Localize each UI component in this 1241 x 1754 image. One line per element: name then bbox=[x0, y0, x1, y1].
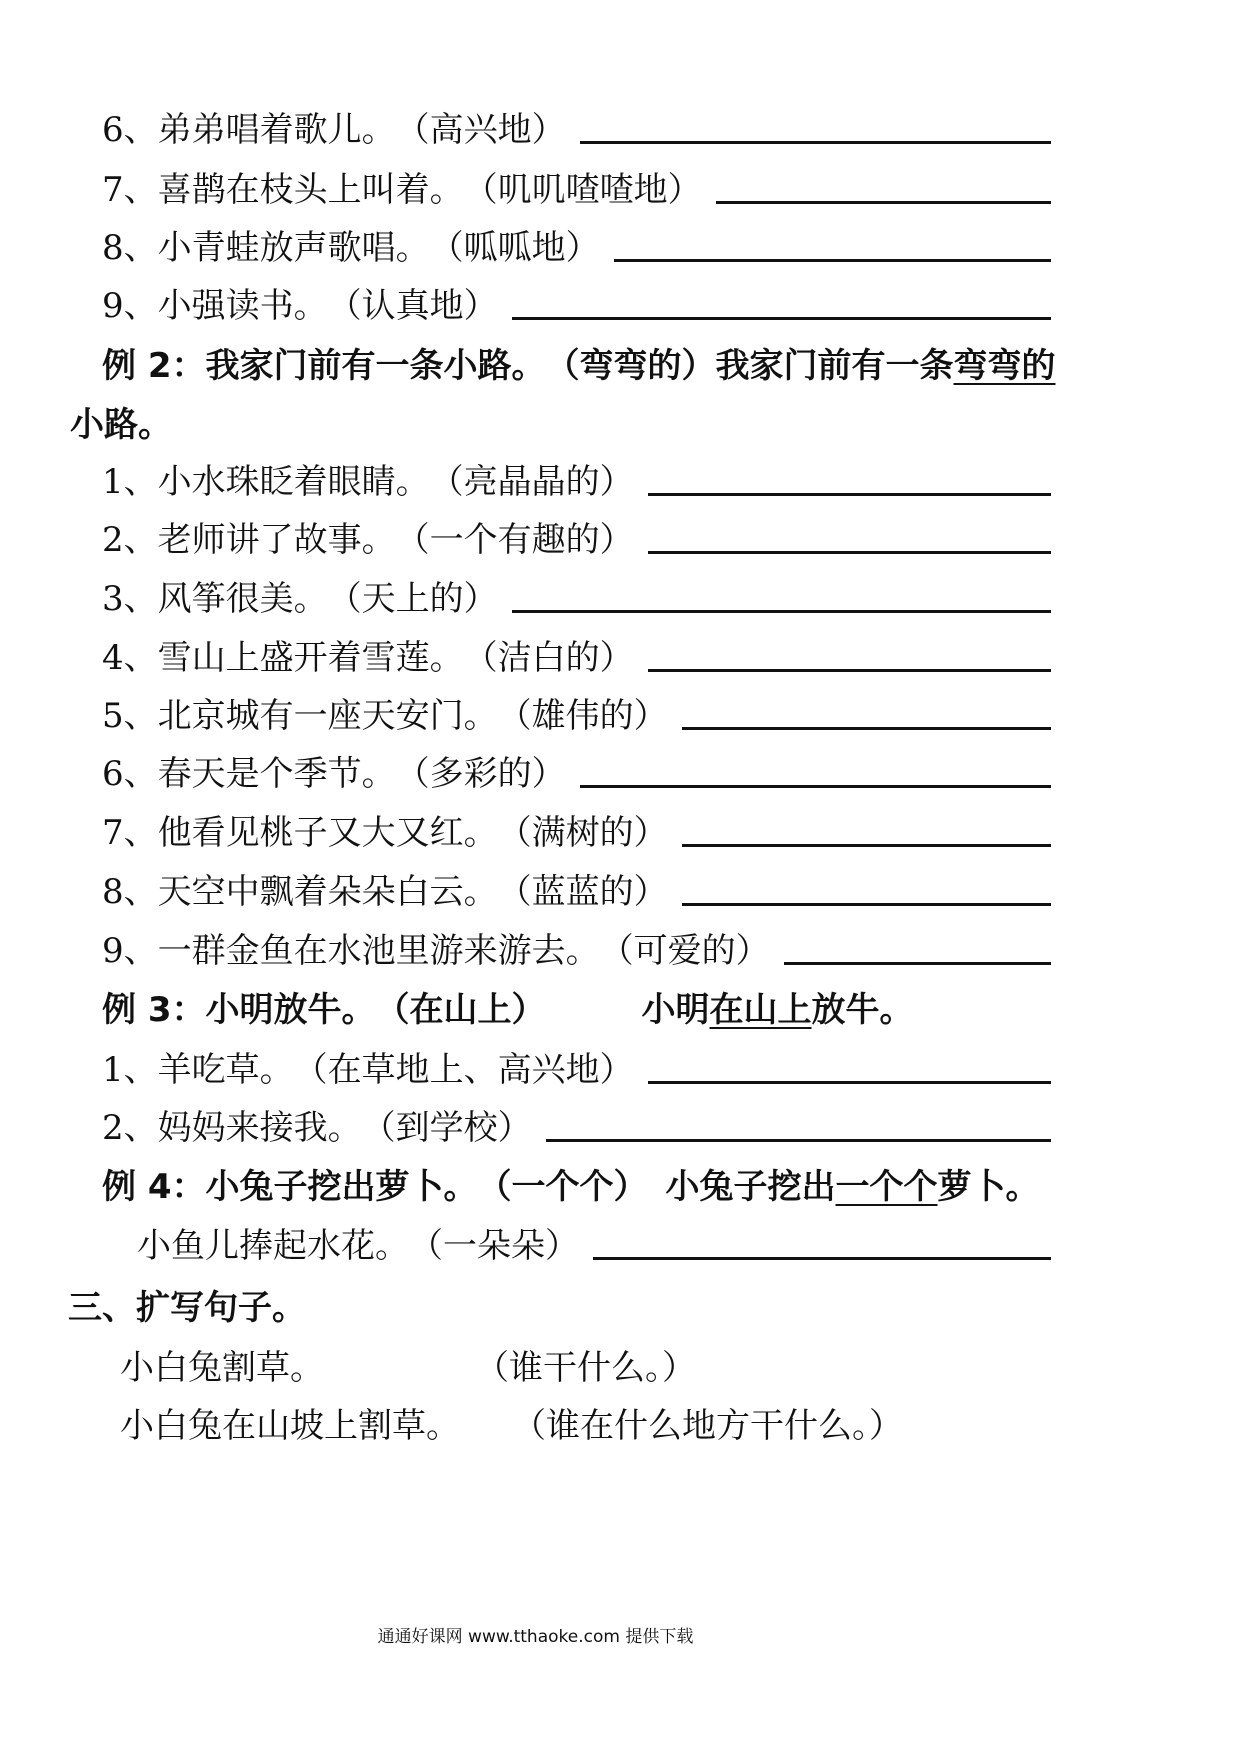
example-hint: （在山上） bbox=[375, 990, 546, 1030]
example-answer: 我家门前有一条 bbox=[715, 346, 954, 386]
example-answer-end: 萝卜。 bbox=[937, 1167, 1040, 1207]
answer-blank[interactable] bbox=[648, 1080, 1051, 1084]
answer-blank[interactable] bbox=[512, 316, 1051, 320]
footer-credit: 通通好课网 www.tthaoke.com 提供下载 bbox=[377, 1627, 694, 1647]
answer-blank[interactable] bbox=[716, 200, 1051, 204]
answer-blank[interactable] bbox=[784, 961, 1051, 965]
item-hint: （叽叽喳喳地） bbox=[463, 170, 702, 210]
example-answer: 小明 bbox=[641, 990, 710, 1030]
item-number: 2、 bbox=[102, 1108, 158, 1148]
answer-blank[interactable] bbox=[546, 1138, 1051, 1142]
expand-sentence: 小白兔在山坡上割草。 bbox=[120, 1406, 460, 1446]
example-2 bbox=[102, 326, 1056, 386]
item-sentence: 春天是个季节。 bbox=[157, 754, 396, 794]
item-number: 8、 bbox=[102, 228, 158, 268]
exercise-row bbox=[102, 734, 1051, 794]
item-sentence: 小鱼儿捧起水花。 bbox=[137, 1226, 409, 1266]
expand-line bbox=[120, 1328, 1051, 1388]
answer-blank[interactable] bbox=[580, 784, 1051, 788]
item-number: 7、 bbox=[102, 813, 158, 853]
example-sentence: 小明放牛。 bbox=[205, 990, 376, 1030]
item-hint: （到学校） bbox=[361, 1108, 532, 1148]
item-hint: （蓝蓝的） bbox=[497, 872, 668, 912]
example-4 bbox=[102, 1147, 1051, 1207]
exercise-row bbox=[102, 150, 1051, 210]
section-title: 三、扩写句子。 bbox=[68, 1288, 306, 1328]
exercise-row bbox=[102, 676, 1051, 736]
exercise-row bbox=[102, 911, 1051, 971]
exercise-row bbox=[102, 793, 1051, 853]
item-number: 9、 bbox=[102, 286, 158, 326]
item-hint: （一朵朵） bbox=[409, 1226, 579, 1266]
item-number: 5、 bbox=[102, 696, 158, 736]
example-answer-end: 放牛。 bbox=[811, 990, 914, 1030]
answer-blank[interactable] bbox=[682, 843, 1051, 847]
item-number: 7、 bbox=[102, 170, 158, 210]
answer-blank[interactable] bbox=[648, 668, 1051, 672]
item-sentence: 弟弟唱着歌儿。 bbox=[157, 110, 396, 150]
example-answer-underlined: 在山上 bbox=[709, 990, 812, 1030]
example-hint: （弯弯的） bbox=[545, 346, 716, 386]
item-hint: （洁白的） bbox=[463, 638, 634, 678]
expand-line bbox=[120, 1386, 1051, 1446]
example-sentence: 小兔子挖出萝卜。 bbox=[205, 1167, 478, 1207]
item-number: 3、 bbox=[102, 579, 158, 619]
answer-blank[interactable] bbox=[682, 902, 1051, 906]
item-sentence: 天空中飘着朵朵白云。 bbox=[157, 872, 498, 912]
example-answer-end: 小路。 bbox=[70, 405, 172, 445]
answer-blank[interactable] bbox=[580, 140, 1051, 144]
expand-hint: （谁干什么。） bbox=[475, 1348, 696, 1388]
expand-sentence: 小白兔割草。 bbox=[120, 1348, 324, 1388]
answer-blank[interactable] bbox=[648, 492, 1051, 496]
item-hint: （高兴地） bbox=[395, 110, 566, 150]
item-hint: （可爱的） bbox=[599, 931, 770, 971]
item-number: 6、 bbox=[102, 110, 158, 150]
section-heading bbox=[68, 1268, 1051, 1328]
exercise-row bbox=[102, 90, 1051, 150]
answer-blank[interactable] bbox=[593, 1256, 1051, 1260]
item-sentence: 小强读书。 bbox=[157, 286, 328, 326]
expand-hint: （谁在什么地方干什么。） bbox=[512, 1406, 903, 1446]
item-number: 9、 bbox=[102, 931, 158, 971]
exercise-row bbox=[102, 208, 1051, 268]
item-sentence: 老师讲了故事。 bbox=[157, 520, 396, 560]
example-answer-underlined: 弯弯的 bbox=[953, 346, 1056, 386]
answer-blank[interactable] bbox=[512, 609, 1051, 613]
example-label: 例 3： bbox=[102, 990, 206, 1030]
item-sentence: 妈妈来接我。 bbox=[157, 1108, 362, 1148]
exercise-row bbox=[102, 266, 1051, 326]
example-label: 例 2： bbox=[102, 346, 206, 386]
example-answer-underlined: 一个个 bbox=[835, 1167, 938, 1207]
item-sentence: 羊吃草。 bbox=[157, 1050, 294, 1090]
exercise-row bbox=[102, 500, 1051, 560]
exercise-row bbox=[102, 852, 1051, 912]
item-hint: （多彩的） bbox=[395, 754, 566, 794]
item-hint: （在草地上、高兴地） bbox=[293, 1050, 634, 1090]
item-number: 4、 bbox=[102, 638, 158, 678]
item-sentence: 一群金鱼在水池里游来游去。 bbox=[157, 931, 600, 971]
answer-blank[interactable] bbox=[682, 726, 1051, 730]
answer-blank[interactable] bbox=[614, 258, 1051, 262]
item-hint: （天上的） bbox=[327, 579, 498, 619]
item-sentence: 喜鹊在枝头上叫着。 bbox=[157, 170, 464, 210]
example-3 bbox=[102, 970, 1051, 1030]
exercise-row bbox=[137, 1206, 1051, 1266]
item-hint: （雄伟的） bbox=[497, 696, 668, 736]
example-2-continued bbox=[70, 385, 1051, 445]
item-sentence: 雪山上盛开着雪莲。 bbox=[157, 638, 464, 678]
item-hint: （认真地） bbox=[327, 286, 498, 326]
exercise-row bbox=[102, 1030, 1051, 1090]
exercise-row bbox=[102, 559, 1051, 619]
item-number: 1、 bbox=[102, 462, 158, 502]
item-hint: （一个有趣的） bbox=[395, 520, 634, 560]
item-number: 6、 bbox=[102, 754, 158, 794]
item-number: 1、 bbox=[102, 1050, 158, 1090]
item-hint: （亮晶晶的） bbox=[429, 462, 634, 502]
item-number: 2、 bbox=[102, 520, 158, 560]
exercise-row bbox=[102, 442, 1051, 502]
item-sentence: 他看见桃子又大又红。 bbox=[157, 813, 498, 853]
example-sentence: 我家门前有一条小路。 bbox=[205, 346, 546, 386]
item-number: 8、 bbox=[102, 872, 158, 912]
exercise-row bbox=[102, 1088, 1051, 1148]
item-hint: （呱呱地） bbox=[429, 228, 600, 268]
example-label: 例 4： bbox=[102, 1167, 206, 1207]
answer-blank[interactable] bbox=[648, 550, 1051, 554]
example-answer: 小兔子挖出 bbox=[665, 1167, 836, 1207]
item-sentence: 小水珠眨着眼睛。 bbox=[157, 462, 430, 502]
item-hint: （满树的） bbox=[497, 813, 668, 853]
item-sentence: 小青蛙放声歌唱。 bbox=[157, 228, 430, 268]
exercise-row bbox=[102, 618, 1051, 678]
item-sentence: 风筝很美。 bbox=[157, 579, 328, 619]
item-sentence: 北京城有一座天安门。 bbox=[157, 696, 498, 736]
example-hint: （一个个） bbox=[477, 1167, 648, 1207]
